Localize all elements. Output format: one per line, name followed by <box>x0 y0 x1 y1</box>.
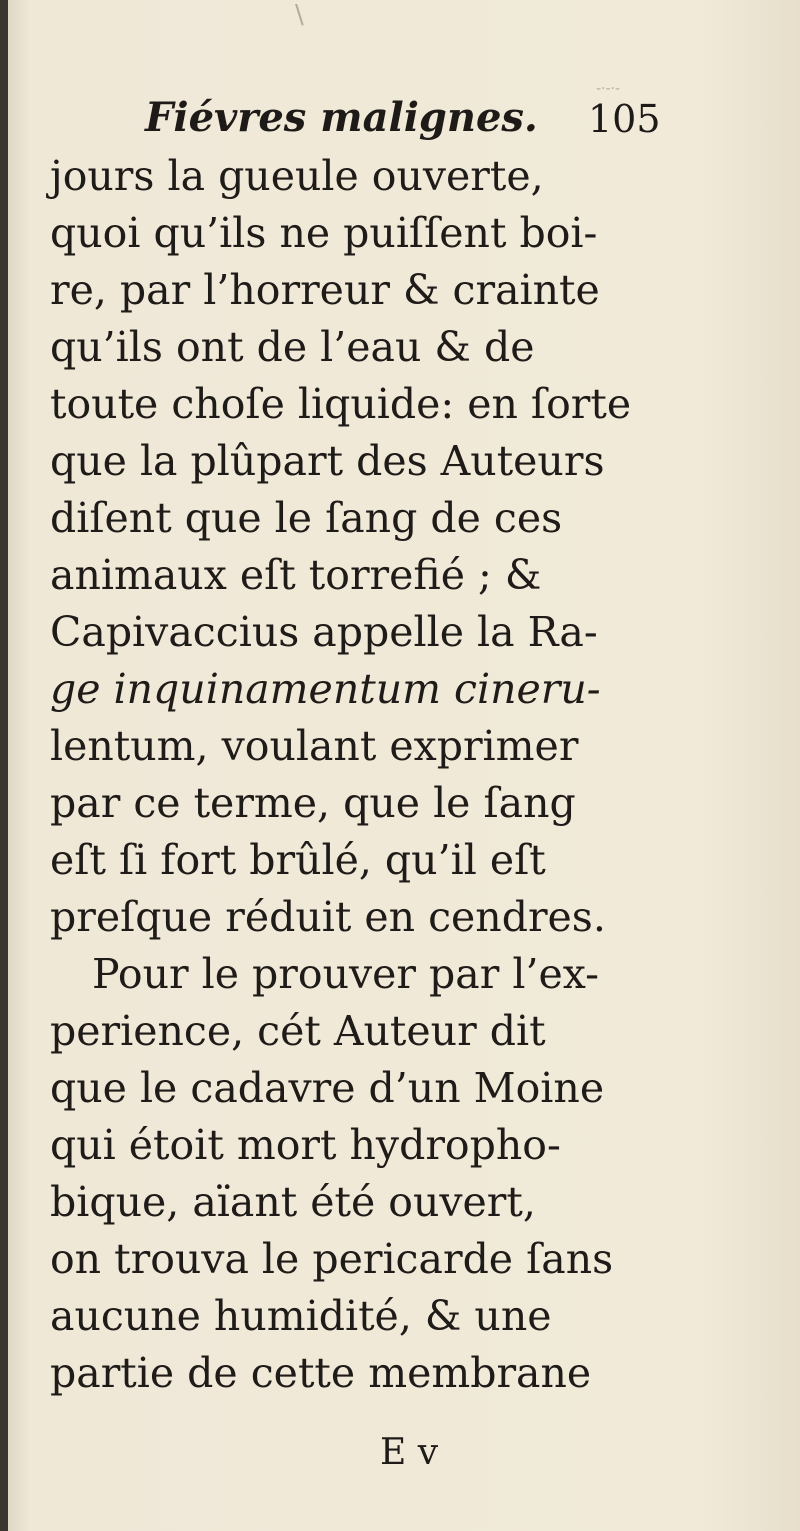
text-line-latin-term: ge inquinamentum cineru- <box>50 665 601 713</box>
text-line: on trouva le pericarde ſans <box>50 1235 614 1283</box>
signature-mark: E v <box>380 1432 439 1473</box>
text-line: que la plûpart des Auteurs <box>50 437 605 485</box>
text-line: lentum, voulant exprimer <box>50 722 579 770</box>
text-line: que le cadavre d’un Moine <box>50 1064 605 1112</box>
text-line: preſque réduit en cendres. <box>50 893 606 941</box>
text-line: aucune humidité, & une <box>50 1292 552 1340</box>
top-tick-mark: \ <box>295 0 304 30</box>
running-title: Fiévres malignes. <box>145 94 538 141</box>
text-line: quoi qu’ils ne puiſſent boi- <box>50 209 598 257</box>
text-line: bique, aïant été ouvert, <box>50 1178 536 1226</box>
text-line: eſt ſi fort brûlé, qu’il eſt <box>50 836 546 884</box>
page-header <box>145 94 705 154</box>
page-footer <box>380 1432 500 1482</box>
text-line: diſent que le ſang de ces <box>50 494 563 542</box>
text-line: qu’ils ont de l’eau & de <box>50 323 535 371</box>
text-line: re, par l’horreur & crainte <box>50 266 600 314</box>
text-line: perience, cét Auteur dit <box>50 1007 546 1055</box>
text-line: par ce terme, que le ſang <box>50 779 576 827</box>
top-right-ink-mark: -·-·- <box>596 81 621 97</box>
main-text-block <box>50 152 690 1456</box>
text-line: animaux eſt torrefié ; & <box>50 551 542 599</box>
text-line: qui étoit mort hydropho- <box>50 1121 561 1169</box>
text-line-paragraph-start: Pour le prouver par l’ex- <box>92 950 600 998</box>
text-line: partie de cette membrane <box>50 1349 592 1397</box>
text-line: Capivaccius appelle la Ra- <box>50 608 598 656</box>
text-line: toute choſe liquide: en ſorte <box>50 380 632 428</box>
binding-gutter <box>0 0 8 1531</box>
page-number: 105 <box>588 97 661 141</box>
text-line: jours la gueule ouverte, <box>50 152 544 200</box>
